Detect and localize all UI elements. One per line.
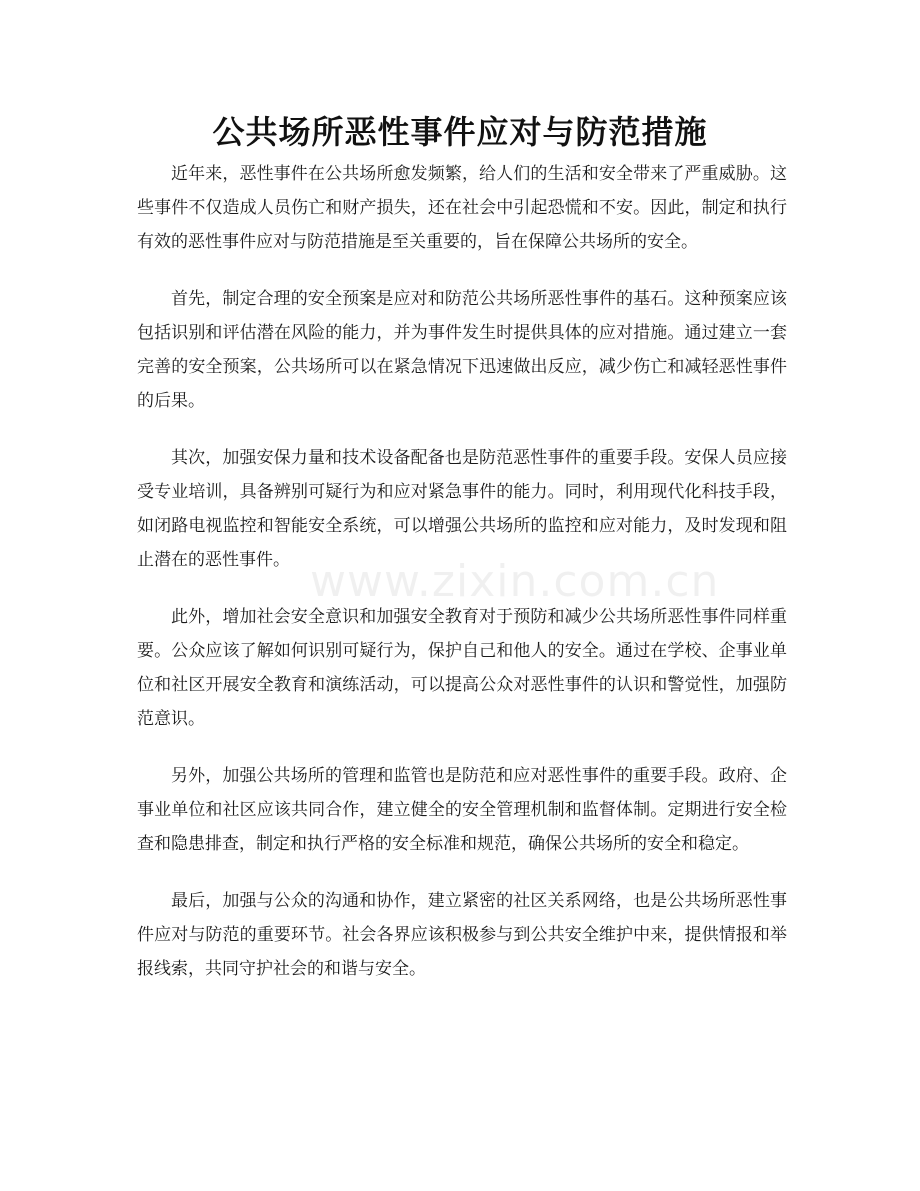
document-body [137, 157, 787, 1009]
paragraph-1: 近年来，恶性事件在公共场所愈发频繁，给人们的生活和安全带来了严重威胁。这些事件不仅造成人员伤亡和财产损失，还在社会中引起恐慌和不安。因此，制定和执行有效的恶性事件应对与防范措施是至关重要的，旨在保障公共场所的安全。 [137, 164, 787, 252]
paragraph-2: 首先，制定合理的安全预案是应对和防范公共场所恶性事件的基石。这种预案应该包括识别和评估潜在风险的能力，并为事件发生时提供具体的应对措施。通过建立一套完善的安全预案，公共场所可以在紧急情况下迅速做出反应，减少伤亡和减轻恶性事件的后果。 [137, 289, 787, 411]
paragraph-6: 最后，加强与公众的沟通和协作，建立紧密的社区关系网络，也是公共场所恶性事件应对与防范的重要环节。社会各界应该积极参与到公共安全维护中来，提供情报和举报线索，共同守护社会的和谐与安全。 [137, 891, 787, 979]
watermark: www.zixin.com.cn [310, 556, 720, 607]
paragraph-5: 另外，加强公共场所的管理和监管也是防范和应对恶性事件的重要手段。政府、企事业单位和社区应该共同合作，建立健全的安全管理机制和监督体制。定期进行安全检查和隐患排查，制定和执行严格的安全标准和规范，确保公共场所的安全和稳定。 [137, 766, 787, 854]
paragraph-4: 此外，增加社会安全意识和加强安全教育对于预防和减少公共场所恶性事件同样重要。公众应该了解如何识别可疑行为，保护自己和他人的安全。通过在学校、企事业单位和社区开展安全教育和演练活动，可以提高公众对恶性事件的认识和警觉性，加强防范意识。 [137, 607, 787, 729]
paragraph-3: 其次，加强安保力量和技术设备配备也是防范恶性事件的重要手段。安保人员应接受专业培训，具备辨别可疑行为和应对紧急事件的能力。同时，利用现代化科技手段，如闭路电视监控和智能安全系统，可以增强公共场所的监控和应对能力，及时发现和阻止潜在的恶性事件。 [137, 448, 787, 570]
document-title: 公共场所恶性事件应对与防范措施 [212, 113, 708, 151]
